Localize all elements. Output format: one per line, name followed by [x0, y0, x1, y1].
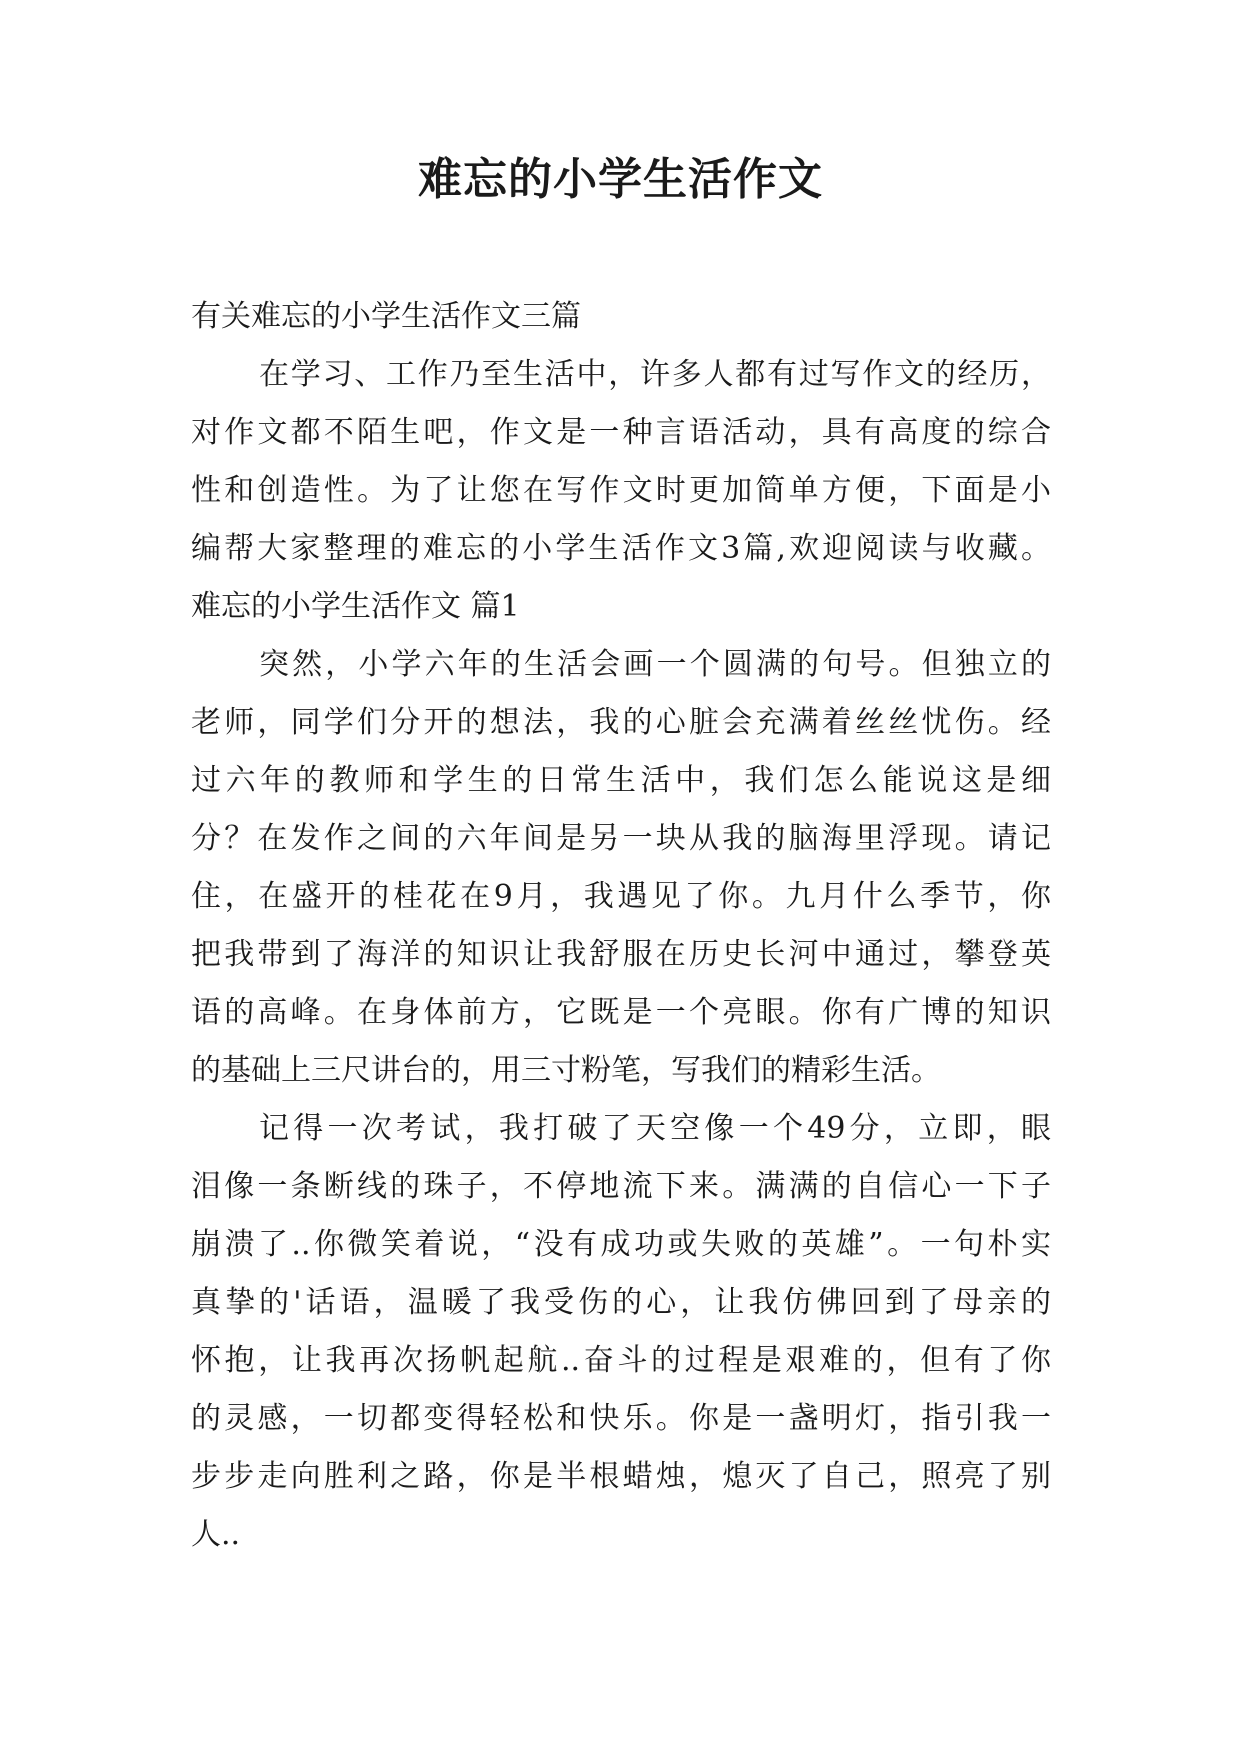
text-line: 住，在盛开的桂花在9月，我遇见了你。九月什么季节，你 [191, 879, 1051, 914]
text-line: 步步走向胜利之路，你是半根蜡烛，熄灭了自己，照亮了别 [191, 1459, 1051, 1494]
document-body [191, 288, 1051, 1564]
text-line: 有关难忘的小学生活作文三篇 [191, 299, 581, 334]
text-line: 人.. [191, 1517, 241, 1552]
text-line: 突然，小学六年的生活会画一个圆满的句号。但独立的 [259, 647, 1051, 682]
text-line: 真挚的'话语，温暖了我受伤的心，让我仿佛回到了母亲的 [191, 1285, 1051, 1320]
text-line: 崩溃了..你微笑着说，“没有成功或失败的英雄”。一句朴实 [191, 1227, 1051, 1262]
text-line: 性和创造性。为了让您在写作文时更加简单方便，下面是小 [191, 473, 1051, 508]
document-title: 难忘的小学生活作文 [418, 154, 823, 205]
text-line: 把我带到了海洋的知识让我舒服在历史长河中通过，攀登英 [191, 937, 1051, 972]
text-line: 记得一次考试，我打破了天空像一个49分，立即，眼 [259, 1111, 1051, 1146]
text-line: 在学习、工作乃至生活中，许多人都有过写作文的经历， [259, 357, 1051, 392]
text-line: 的基础上三尺讲台的，用三寸粉笔，写我们的精彩生活。 [191, 1053, 941, 1088]
text-line: 怀抱，让我再次扬帆起航..奋斗的过程是艰难的，但有了你 [191, 1343, 1051, 1378]
text-line: 对作文都不陌生吧，作文是一种言语活动，具有高度的综合 [191, 415, 1051, 450]
text-line: 过六年的教师和学生的日常生活中，我们怎么能说这是细 [191, 763, 1051, 798]
text-line: 分？在发作之间的六年间是另一块从我的脑海里浮现。请记 [191, 821, 1051, 856]
text-line: 老师，同学们分开的想法，我的心脏会充满着丝丝忧伤。经 [191, 705, 1051, 740]
text-line: 泪像一条断线的珠子，不停地流下来。满满的自信心一下子 [191, 1169, 1051, 1204]
text-line: 语的高峰。在身体前方，它既是一个亮眼。你有广博的知识 [191, 995, 1051, 1030]
text-line: 编帮大家整理的难忘的小学生活作文3篇,欢迎阅读与收藏。 [191, 531, 1051, 566]
text-line: 难忘的小学生活作文 篇1 [191, 589, 520, 624]
text-line: 的灵感，一切都变得轻松和快乐。你是一盏明灯，指引我一 [191, 1401, 1051, 1436]
